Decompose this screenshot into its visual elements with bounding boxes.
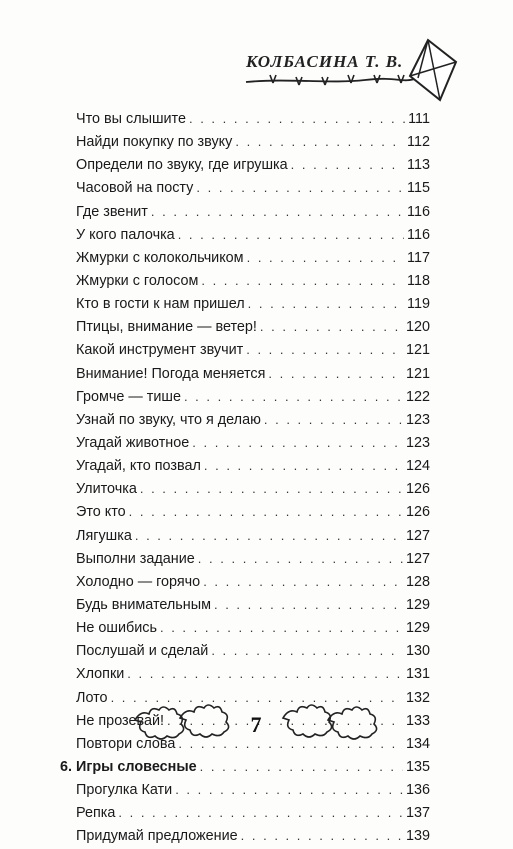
toc-entry-page: 133 [405, 712, 430, 729]
toc-entry [76, 570, 430, 593]
toc-entry-title: Угадай, кто позвал [76, 458, 201, 475]
toc-entry-page: 116 [407, 226, 430, 243]
toc-entry [76, 292, 430, 315]
toc-dot-leader [203, 570, 403, 593]
toc-entry [76, 362, 430, 385]
toc-entry-title: Придумай предложение [76, 828, 238, 845]
author-header: КОЛБАСИНА Т. В. [246, 52, 404, 71]
toc-dot-leader [246, 338, 403, 361]
toc-dot-leader [204, 454, 403, 477]
toc-entry-title: Угадай животное [76, 434, 190, 451]
toc-dot-leader [264, 408, 403, 431]
toc-dot-leader [241, 824, 403, 847]
toc-dot-leader [235, 130, 404, 153]
toc-entry-page: 126 [405, 481, 430, 498]
toc-entry-page: 117 [407, 249, 430, 266]
toc-entry-page: 130 [405, 643, 430, 660]
toc-entry-page: 129 [405, 620, 430, 637]
toc-entry [76, 246, 430, 269]
toc-entry-title: Часовой на посту [76, 180, 194, 197]
toc-entry-title: У кого палочка [76, 226, 175, 243]
toc-entry [76, 130, 430, 153]
toc-entry-title: Какой инструмент звучит [76, 342, 244, 359]
toc-entry [76, 662, 430, 685]
toc-entry [76, 824, 430, 847]
page-number: 7 [250, 712, 262, 737]
toc-entry-title: Где звенит [76, 203, 148, 220]
toc-entry-page: 135 [405, 758, 430, 775]
toc-entry [76, 801, 430, 824]
toc-entry-title: Репка [76, 805, 116, 822]
toc-entry-page: 123 [405, 411, 430, 428]
toc-entry-title: Что вы слышите [76, 111, 186, 127]
toc-entry-page: 115 [407, 180, 430, 197]
toc-entry-title: Не ошибись [76, 620, 157, 637]
toc-entry-title: Улиточка [76, 481, 137, 498]
toc-entry-title: Кто в гости к нам пришел [76, 296, 245, 313]
toc-dot-leader [127, 662, 403, 685]
page-header [0, 0, 513, 115]
toc-entry-title: Повтори слова [76, 735, 176, 752]
toc-entry-page: 137 [405, 805, 430, 822]
toc-entry [76, 315, 430, 338]
toc-entry-title: Это кто [76, 504, 126, 521]
toc-entry-title: Жмурки с колокольчиком [76, 249, 244, 266]
toc-entry-title: Узнай по звуку, что я делаю [76, 411, 261, 428]
toc-entry [76, 639, 430, 662]
toc-entry [76, 338, 430, 361]
toc-entry [76, 616, 430, 639]
puzzle-left-icon [130, 700, 230, 740]
toc-entry [76, 385, 430, 408]
toc-entry [76, 107, 430, 130]
toc-entry [76, 593, 430, 616]
toc-entry [76, 176, 430, 199]
toc-entry [76, 408, 430, 431]
toc-entry-page: 129 [405, 596, 430, 613]
toc-entry-title: Выполни задание [76, 550, 195, 567]
toc-entry [76, 200, 430, 223]
toc-dot-leader [118, 801, 403, 824]
toc-dot-leader [135, 524, 403, 547]
toc-entry-page: 121 [405, 365, 430, 382]
toc-entry [76, 431, 430, 454]
toc-entry [76, 454, 430, 477]
toc-dot-leader [260, 315, 403, 338]
toc-entry-page: 112 [407, 134, 430, 151]
toc-entry-title: Найди покупку по звуку [76, 134, 233, 151]
toc-entry [76, 524, 430, 547]
toc-entry-page: 122 [405, 388, 430, 405]
toc-entry-title: 6. Игры словесные [60, 758, 197, 775]
toc-entry-page: 139 [405, 828, 430, 845]
toc-dot-leader [178, 223, 404, 246]
toc-dot-leader [247, 246, 404, 269]
toc-entry [76, 153, 430, 176]
toc-entry-page: 128 [405, 573, 430, 590]
toc-entry-title: Послушай и сделай [76, 643, 209, 660]
toc-entry-page: 136 [405, 782, 430, 799]
toc-entry-page: 119 [407, 296, 430, 313]
toc-dot-leader [196, 176, 404, 199]
toc-dot-leader [175, 778, 403, 801]
toc-entry-title: Хлопки [76, 666, 125, 683]
toc-entry-page: 113 [407, 157, 430, 174]
toc-entry-title: Лото [76, 689, 108, 706]
toc-dot-leader [184, 385, 403, 408]
toc-dot-leader [291, 153, 404, 176]
toc-dot-leader [198, 547, 403, 570]
toc-entry-title: Внимание! Погода меняется [76, 365, 266, 382]
toc-entry-title: Определи по звуку, где игрушка [76, 157, 288, 174]
toc-entry-page: 111 [408, 111, 430, 127]
toc-entry [76, 500, 430, 523]
toc-entry-page: 134 [405, 735, 430, 752]
toc-dot-leader [192, 431, 403, 454]
toc-entry-title: Прогулка Кати [76, 782, 173, 799]
toc-entry-title: Не прозевай! [76, 712, 164, 729]
toc-entry-title: Жмурки с голосом [76, 272, 199, 289]
toc-entry-page: 118 [407, 272, 430, 289]
toc-entry-title: Лягушка [76, 527, 132, 544]
toc-entry-title: Птицы, внимание — ветер! [76, 319, 257, 336]
toc-entry-title: Громче — тише [76, 388, 181, 405]
toc-entry-page: 124 [405, 458, 430, 475]
toc-entry [76, 547, 430, 570]
toc-dot-leader [160, 616, 403, 639]
toc-entry-title: Будь внимательным [76, 596, 211, 613]
toc-entry-page: 127 [405, 550, 430, 567]
toc-dot-leader [248, 292, 404, 315]
toc-dot-leader [140, 477, 403, 500]
toc-entry-page: 127 [405, 527, 430, 544]
toc-entry [76, 477, 430, 500]
toc-entry-page: 131 [405, 666, 430, 683]
toc-dot-leader [214, 593, 403, 616]
toc-entry-page: 116 [407, 203, 430, 220]
toc-dot-leader [151, 200, 404, 223]
toc-entry-page: 132 [405, 689, 430, 706]
toc-entry [76, 269, 430, 292]
toc-entry-title: Холодно — горячо [76, 573, 201, 590]
toc-dot-leader [129, 500, 403, 523]
toc-dot-leader [189, 107, 405, 130]
toc-entry-page: 121 [405, 342, 430, 359]
toc-dot-leader [211, 639, 403, 662]
toc-dot-leader [268, 362, 403, 385]
page-footer [0, 700, 513, 760]
toc-entry [76, 778, 430, 801]
toc-dot-leader [201, 269, 404, 292]
puzzle-right-icon [278, 700, 378, 740]
toc-entry-page: 123 [405, 434, 430, 451]
toc-entry-page: 126 [405, 504, 430, 521]
toc-entry [76, 223, 430, 246]
toc-entry-page: 120 [405, 319, 430, 336]
